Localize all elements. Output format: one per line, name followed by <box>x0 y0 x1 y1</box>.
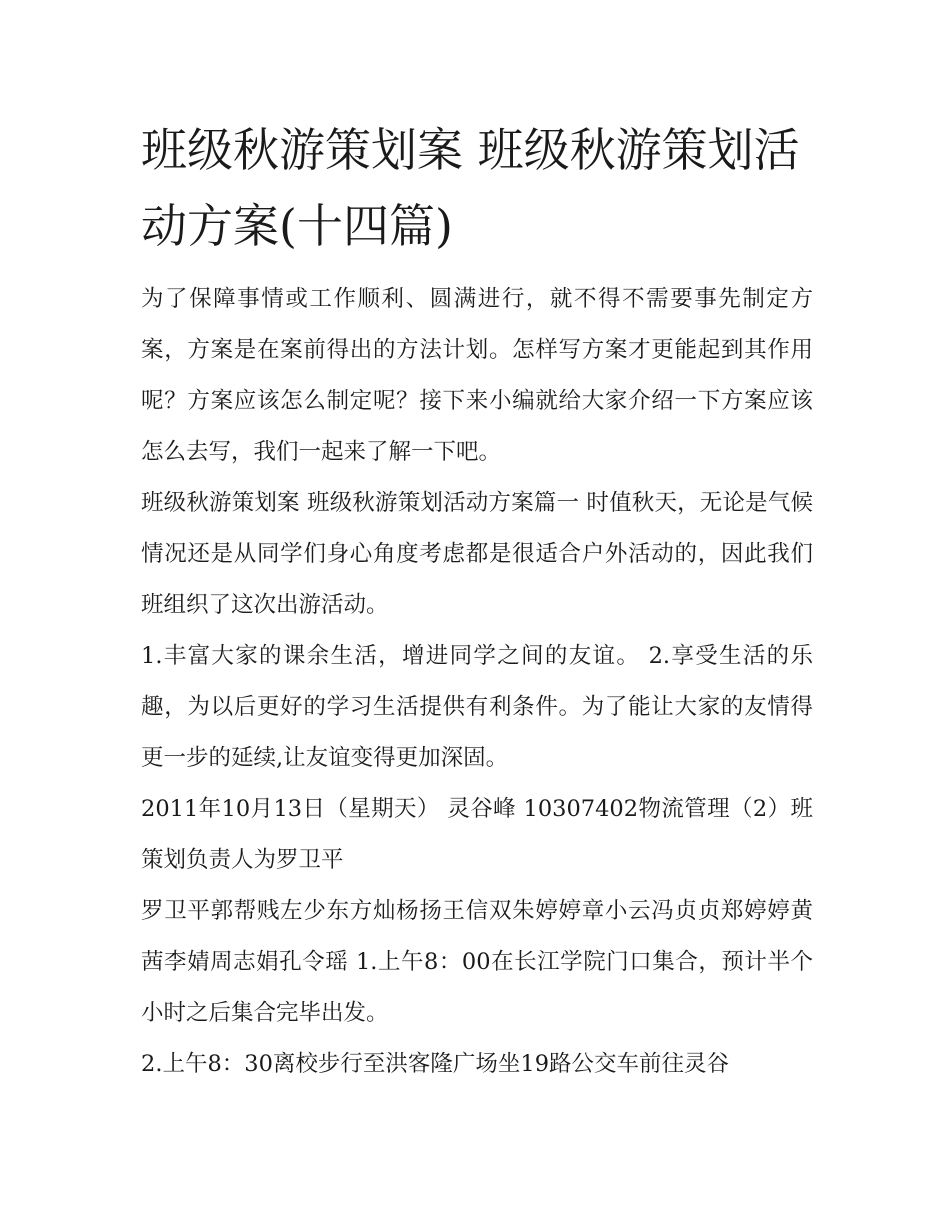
paragraph-background: 班级秋游策划案 班级秋游策划活动方案篇一 时值秋天，无论是气候情况还是从同学们身心角度考虑都是很适合户外活动的，因此我们班组织了这次出游活动。 <box>141 490 813 618</box>
paragraph-participants: 罗卫平郭帮贱左少东方灿杨扬王信双朱婷婷章小云冯贞贞郑婷婷黄茜李婧周志娟孔令瑶 1.上午8：00在长江学院门口集合，预计半个小时之后集合完毕出发。 <box>141 898 813 1026</box>
paragraph-schedule: 2.上午8：30离校步行至洪客隆广场坐19路公交车前往灵谷 <box>141 1051 730 1077</box>
paragraph-intro: 为了保障事情或工作顺利、圆满进行，就不得不需要事先制定方案，方案是在案前得出的方法计划。怎样写方案才更能起到其作用呢？方案应该怎么制定呢？接下来小编就给大家介绍一下方案应该怎么去写，我们一起来了解一下吧。 <box>141 286 813 465</box>
paragraph-time-place: 2011年10月13日（星期天） 灵谷峰 10307402物流管理（2）班 策划负责人为罗卫平 <box>141 796 813 873</box>
document-page <box>141 112 813 1090</box>
document-body <box>141 274 813 1090</box>
document-title: 班级秋游策划案 班级秋游策划活动方案(十四篇) <box>141 123 800 253</box>
paragraph-purpose: 1.丰富大家的课余生活，增进同学之间的友谊。 2.享受生活的乐趣，为以后更好的学习生活提供有利条件。为了能让大家的友情得更一步的延续,让友谊变得更加深固。 <box>141 643 813 771</box>
